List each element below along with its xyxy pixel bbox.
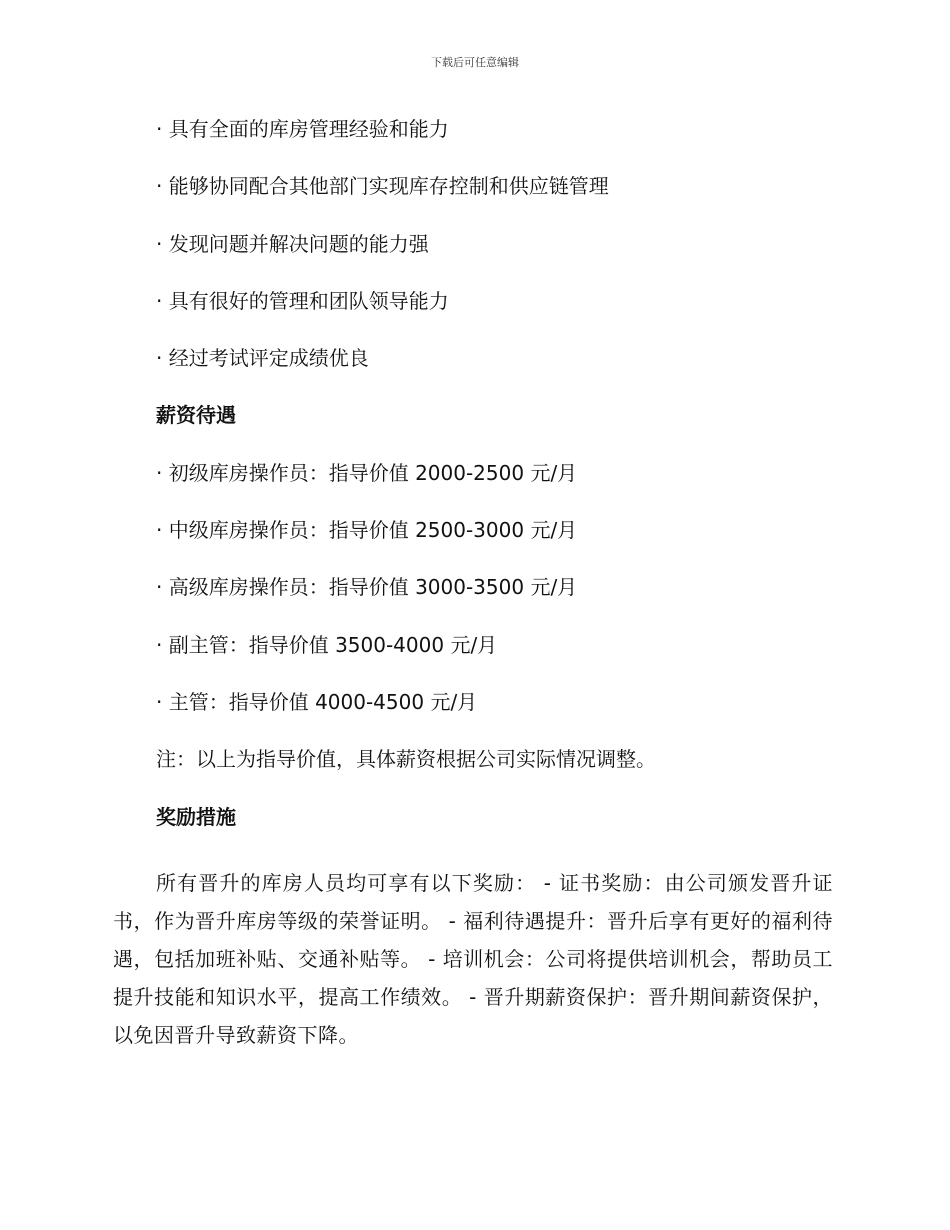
requirement-item: · 发现问题并解决问题的能力强: [156, 231, 429, 256]
section-heading-salary: 薪资待遇: [156, 403, 236, 428]
salary-item: · 主管：指导价值 4000-4500 元/月: [156, 689, 478, 714]
salary-item: · 初级库房操作员：指导价值 2000-2500 元/月: [156, 460, 578, 485]
section-heading-rewards: 奖励措施: [156, 804, 236, 829]
requirement-item: · 具有全面的库房管理经验和能力: [156, 117, 449, 141]
salary-item: · 高级库房操作员：指导价值 3000-3500 元/月: [156, 575, 578, 600]
document-body: [113, 113, 833, 1054]
requirement-item: · 能够协同配合其他部门实现库存控制和供应链管理: [156, 174, 609, 199]
requirement-item: · 经过考试评定成绩优良: [156, 346, 369, 371]
salary-item: · 中级库房操作员：指导价值 2500-3000 元/月: [156, 518, 578, 543]
rewards-paragraph: 所有晋升的库房人员均可享有以下奖励： - 证书奖励：由公司颁发晋升证书，作为晋升库房等级的荣誉证明。 - 福利待遇提升：晋升后享有更好的福利待遇，包括加班补贴、交通补贴等。 - 培训机会：公司将提供培训机会，帮助员工提升技能和知识水平，提高工作绩效。 - 晋升期薪资保护：晋升期间薪资保护，以免因晋升导致薪资下降。: [113, 870, 833, 1047]
salary-note: 注：以上为指导价值，具体薪资根据公司实际情况调整。: [156, 747, 656, 772]
page-header: 下载后可任意编辑: [431, 56, 519, 69]
salary-item: · 副主管：指导价值 3500-4000 元/月: [156, 632, 498, 657]
requirement-item: · 具有很好的管理和团队领导能力: [156, 288, 449, 313]
